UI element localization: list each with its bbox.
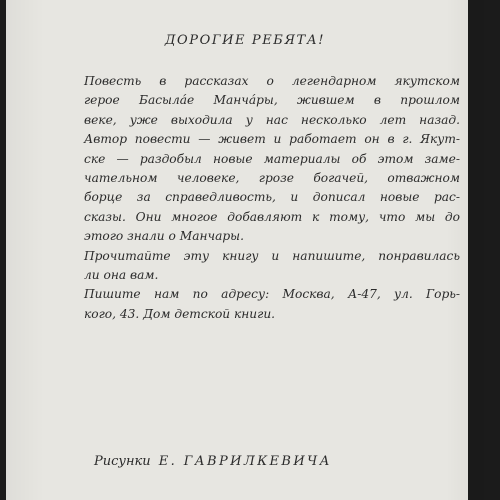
- page-edge-shadow: [468, 0, 484, 500]
- text-line: борце за справедливость, и дописал новые рас-: [84, 190, 460, 205]
- text-line: Прочитайте эту книгу и напишите, понравилась: [84, 248, 460, 263]
- text-line: ске — раздобыл новые материалы об этом заме-: [84, 151, 460, 166]
- paragraph-request: [64, 247, 460, 286]
- text-line: Автор повести — живет и работает он в г. Якут-: [84, 132, 460, 147]
- paragraph-address: [64, 285, 460, 324]
- text-line: веке, уже выходила у нас несколько лет назад.: [84, 112, 460, 127]
- text-line: сказы. Они многое добавляют к тому, что мы до: [84, 209, 460, 224]
- book-page: [6, 0, 484, 500]
- text-line: этого знали о Манчары.: [84, 229, 244, 244]
- page-heading: ДОРОГИЕ РЕБЯТА!: [164, 33, 326, 48]
- credit-prefix: Рисунки: [94, 454, 151, 469]
- credit-artist: Е. ГАВРИЛКЕВИЧА: [158, 454, 332, 469]
- paragraph-intro: [64, 72, 460, 247]
- body-text: [64, 72, 460, 324]
- text-line: кого, 43. Дом детской книги.: [84, 306, 276, 321]
- text-line: Повесть в рассказах о легендарном якутском: [84, 74, 460, 88]
- text-line: чательном человеке, грозе богачей, отважном: [84, 171, 460, 186]
- text-line: ли она вам.: [84, 268, 159, 283]
- illustrator-credit: [94, 454, 332, 469]
- text-line: герое Басылáе Манчáры, жившем в прошлом: [84, 93, 460, 108]
- text-line: Пишите нам по адресу: Москва, А-47, ул. Горь-: [84, 287, 460, 302]
